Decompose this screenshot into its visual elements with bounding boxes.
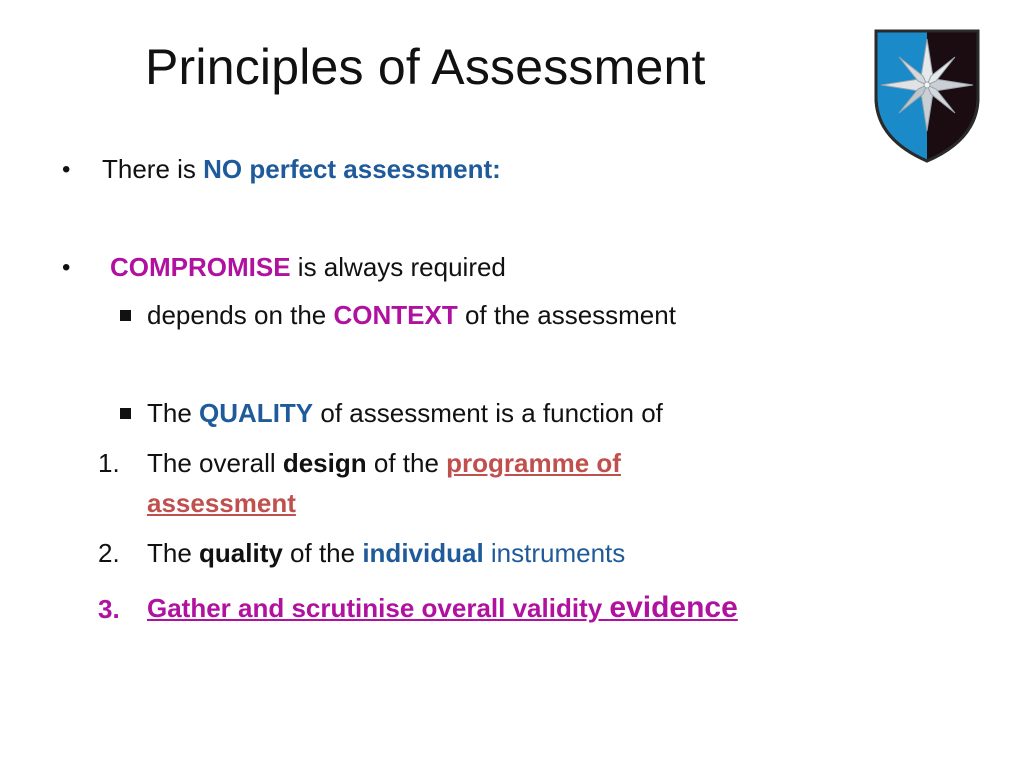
numbered-1-bold: design xyxy=(282,448,367,478)
bullet-1-prefix: There is xyxy=(102,154,204,184)
sub-bullet-2-suffix: of assessment is a function of xyxy=(313,398,663,428)
bullet-2-highlight: COMPROMISE xyxy=(110,252,291,282)
sub-bullet-1-suffix: of the assessment xyxy=(457,300,676,330)
numbered-item-1-continuation xyxy=(147,487,296,520)
numbered-item-1 xyxy=(147,447,621,480)
numbered-item-2 xyxy=(147,537,625,570)
programme-link-continuation[interactable]: assessment xyxy=(147,488,296,518)
list-number: 2. xyxy=(98,538,120,568)
numbered-2-middle: of the xyxy=(282,538,363,568)
sub-bullet-2 xyxy=(147,397,663,430)
numbered-1-prefix: The overall xyxy=(147,448,283,478)
numbered-2-bold: quality xyxy=(199,538,283,568)
bullet-2 xyxy=(110,251,506,284)
numbered-3-text: Gather and scrutinise overall validity xyxy=(147,593,610,623)
numbered-3-big: evidence xyxy=(609,591,738,624)
numbered-1-middle: of the xyxy=(366,448,447,478)
sub-bullet-2-prefix: The xyxy=(147,398,200,428)
sub-bullet-1-prefix: depends on the xyxy=(147,300,334,330)
bullet-1 xyxy=(102,153,501,186)
bullet-dot: • xyxy=(62,156,71,183)
shield-compass-star-icon xyxy=(872,27,982,165)
list-number: 3. xyxy=(98,594,120,624)
bullet-1-highlight: NO perfect assessment: xyxy=(203,154,501,184)
slide-title: Principles of Assessment xyxy=(145,39,706,95)
sub-bullet-2-highlight: QUALITY xyxy=(199,398,314,428)
list-number: 1. xyxy=(98,448,120,478)
square-bullet xyxy=(120,310,131,321)
numbered-2-prefix: The xyxy=(147,538,200,568)
numbered-2-suffix: instruments xyxy=(483,538,626,568)
programme-link[interactable]: programme of xyxy=(446,448,621,478)
square-bullet xyxy=(120,408,131,419)
bullet-2-suffix: is always required xyxy=(290,252,506,282)
sub-bullet-1 xyxy=(147,299,676,332)
bullet-dot: • xyxy=(62,254,71,281)
numbered-item-3[interactable] xyxy=(147,589,738,627)
sub-bullet-1-highlight: CONTEXT xyxy=(333,300,458,330)
numbered-2-highlight: individual xyxy=(362,538,484,568)
